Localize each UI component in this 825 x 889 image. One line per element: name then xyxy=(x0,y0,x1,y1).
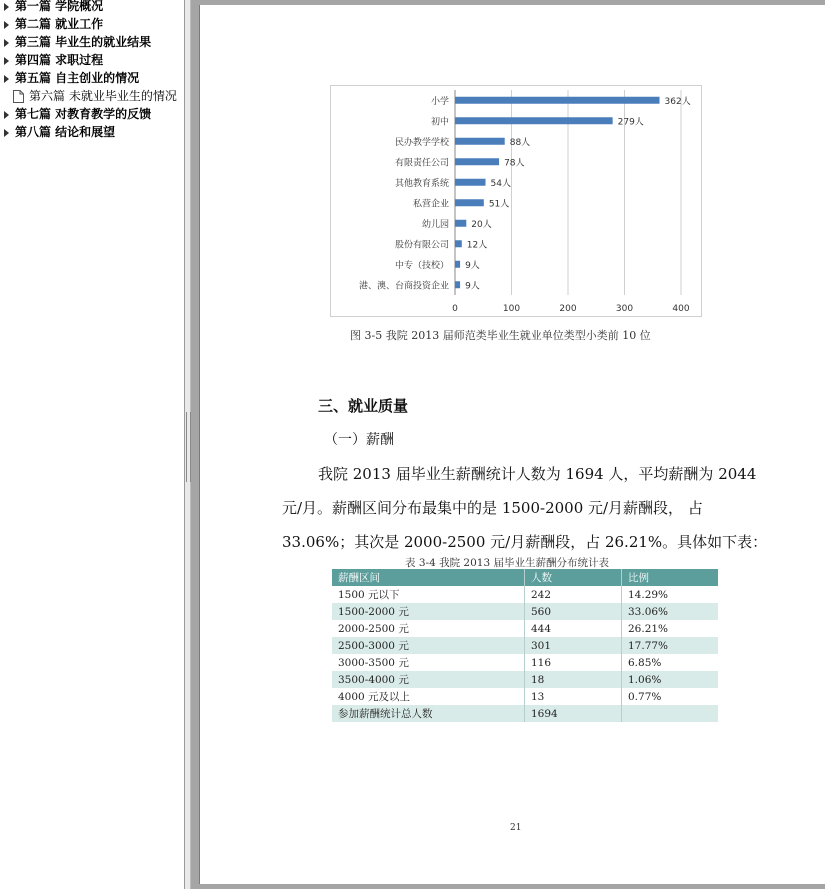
outline-item-label: 第三篇 毕业生的就业结果 xyxy=(15,35,152,49)
table-cell: 26.21% xyxy=(628,622,669,635)
table-cell: 242 xyxy=(525,586,622,603)
viewer-bottom-edge xyxy=(191,884,825,889)
outline-item-6[interactable] xyxy=(0,87,177,105)
outline-item-2[interactable] xyxy=(0,15,103,33)
table-cell: 3500-4000 元 xyxy=(332,671,525,688)
table-cell: 0.77% xyxy=(628,690,662,703)
table-cell: 参加薪酬统计总人数 xyxy=(332,705,525,722)
category-label: 民办教学学校 xyxy=(394,137,449,148)
expand-triangle-icon[interactable] xyxy=(4,39,9,47)
table-cell: 444 xyxy=(525,620,622,637)
table-cell: 4000 元及以上 xyxy=(332,688,525,705)
table-cell: 6.85% xyxy=(628,656,662,669)
category-label: 有限责任公司 xyxy=(394,158,449,169)
paragraph-line-1: 我院 2013 届毕业生薪酬统计人数为 1694 人，平均薪酬为 2044 xyxy=(318,465,757,483)
data-label: 12人 xyxy=(466,240,488,251)
outline-item-label: 第五篇 自主创业的情况 xyxy=(15,71,140,85)
table-row xyxy=(332,705,718,722)
table-cell: 1.06% xyxy=(622,671,719,688)
bar xyxy=(455,220,466,227)
document-icon xyxy=(13,90,24,103)
data-label: 88人 xyxy=(509,137,531,148)
outline-item-8[interactable] xyxy=(0,123,115,141)
table-header-cell: 薪酬区间 xyxy=(332,569,525,586)
outline-item-label: 第二篇 就业工作 xyxy=(15,17,104,31)
table-row xyxy=(332,637,718,654)
page-number: 21 xyxy=(510,823,522,833)
table-row xyxy=(332,671,718,688)
category-label: 港、澳、台商投资企业 xyxy=(358,281,449,292)
table-row xyxy=(332,620,718,637)
pane-splitter[interactable] xyxy=(184,0,191,889)
outline-item-label: 第七篇 对教育教学的反馈 xyxy=(15,107,152,121)
expand-triangle-icon[interactable] xyxy=(4,3,9,11)
bar xyxy=(455,97,660,104)
data-label: 9人 xyxy=(465,281,480,292)
table-cell: 560 xyxy=(525,603,622,620)
data-label: 54人 xyxy=(490,178,511,189)
table-row xyxy=(332,603,718,620)
paragraph-line-2: 元/月。薪酬区间分布最集中的是 1500-2000 元/月薪酬段， 占 xyxy=(282,499,703,517)
bar xyxy=(455,138,505,145)
outline-item-5[interactable] xyxy=(0,69,139,87)
bar xyxy=(455,199,484,206)
table-cell: 33.06% xyxy=(622,603,719,620)
category-label: 中专（技校） xyxy=(394,260,449,271)
table-header-cell: 人数 xyxy=(525,569,622,586)
document-page xyxy=(200,5,825,884)
table-cell: 116 xyxy=(525,654,622,671)
outline-item-3[interactable] xyxy=(0,33,151,51)
data-label: 9人 xyxy=(465,260,480,271)
expand-triangle-icon[interactable] xyxy=(4,75,9,83)
expand-triangle-icon[interactable] xyxy=(4,21,9,29)
salary-table xyxy=(332,569,718,722)
bar xyxy=(455,117,613,124)
outline-sidebar xyxy=(0,0,184,889)
data-label: 78人 xyxy=(504,158,525,169)
x-tick-label: 100 xyxy=(502,304,521,314)
table-cell: 13 xyxy=(525,688,622,705)
table-cell: 14.29% xyxy=(628,588,669,601)
outline-item-label: 第四篇 求职过程 xyxy=(15,53,104,67)
table-row xyxy=(332,688,718,705)
table-cell: 2500-3000 元 xyxy=(332,637,525,654)
expand-triangle-icon[interactable] xyxy=(4,129,9,137)
table-cell: 3000-3500 元 xyxy=(332,654,525,671)
outline-item-7[interactable] xyxy=(0,105,151,123)
outline-item-label: 第八篇 结论和展望 xyxy=(15,125,116,139)
bar xyxy=(455,240,462,247)
table-row xyxy=(332,586,718,603)
table-header-cell: 比例 xyxy=(622,569,719,586)
table-cell: 1694 xyxy=(525,705,622,722)
table-cell: 17.77% xyxy=(622,637,719,654)
x-tick-label: 200 xyxy=(559,304,577,314)
outline-item-4[interactable] xyxy=(0,51,103,69)
table-cell: 301 xyxy=(525,637,622,654)
table-cell: 18 xyxy=(525,671,622,688)
subsection-heading: （一）薪酬 xyxy=(324,432,394,448)
bar xyxy=(455,158,499,165)
bar-chart xyxy=(330,85,702,317)
category-label: 初中 xyxy=(430,117,449,128)
category-label: 股份有限公司 xyxy=(394,240,449,251)
bar xyxy=(455,261,460,268)
table-cell: 1500 元以下 xyxy=(332,586,525,603)
table-header-row xyxy=(332,569,718,586)
document-viewer[interactable] xyxy=(191,0,825,889)
x-tick-label: 300 xyxy=(615,304,634,314)
x-tick-label: 0 xyxy=(452,304,458,314)
table-cell xyxy=(622,705,719,722)
table-cell: 2000-2500 元 xyxy=(332,620,525,637)
figure-caption: 图 3-5 我院 2013 届师范类毕业生就业单位类型小类前 10 位 xyxy=(350,329,651,342)
category-label: 私营企业 xyxy=(412,199,449,210)
section-heading: 三、就业质量 xyxy=(318,397,409,415)
expand-triangle-icon[interactable] xyxy=(4,111,9,119)
x-tick-label: 400 xyxy=(672,304,690,314)
data-label: 362人 xyxy=(664,96,691,107)
bar xyxy=(455,179,486,186)
table-caption: 表 3-4 我院 2013 届毕业生薪酬分布统计表 xyxy=(405,557,609,569)
outline-item-label: 第六篇 未就业毕业生的情况 xyxy=(29,89,177,103)
category-label: 小学 xyxy=(430,96,449,107)
table-row xyxy=(332,654,718,671)
data-label: 20人 xyxy=(471,219,492,230)
category-label: 其他教育系统 xyxy=(394,178,449,189)
data-label: 279人 xyxy=(617,117,644,128)
outline-item-1[interactable] xyxy=(0,0,103,15)
table-cell: 1500-2000 元 xyxy=(332,603,525,620)
paragraph-line-3: 33.06%；其次是 2000-2500 元/月薪酬段，占 26.21%。具体如下表： xyxy=(282,533,768,551)
data-label: 51人 xyxy=(488,199,510,210)
bar xyxy=(455,281,460,288)
category-label: 幼儿园 xyxy=(421,219,449,230)
expand-triangle-icon[interactable] xyxy=(4,57,9,65)
outline-item-label: 第一篇 学院概况 xyxy=(15,0,104,13)
